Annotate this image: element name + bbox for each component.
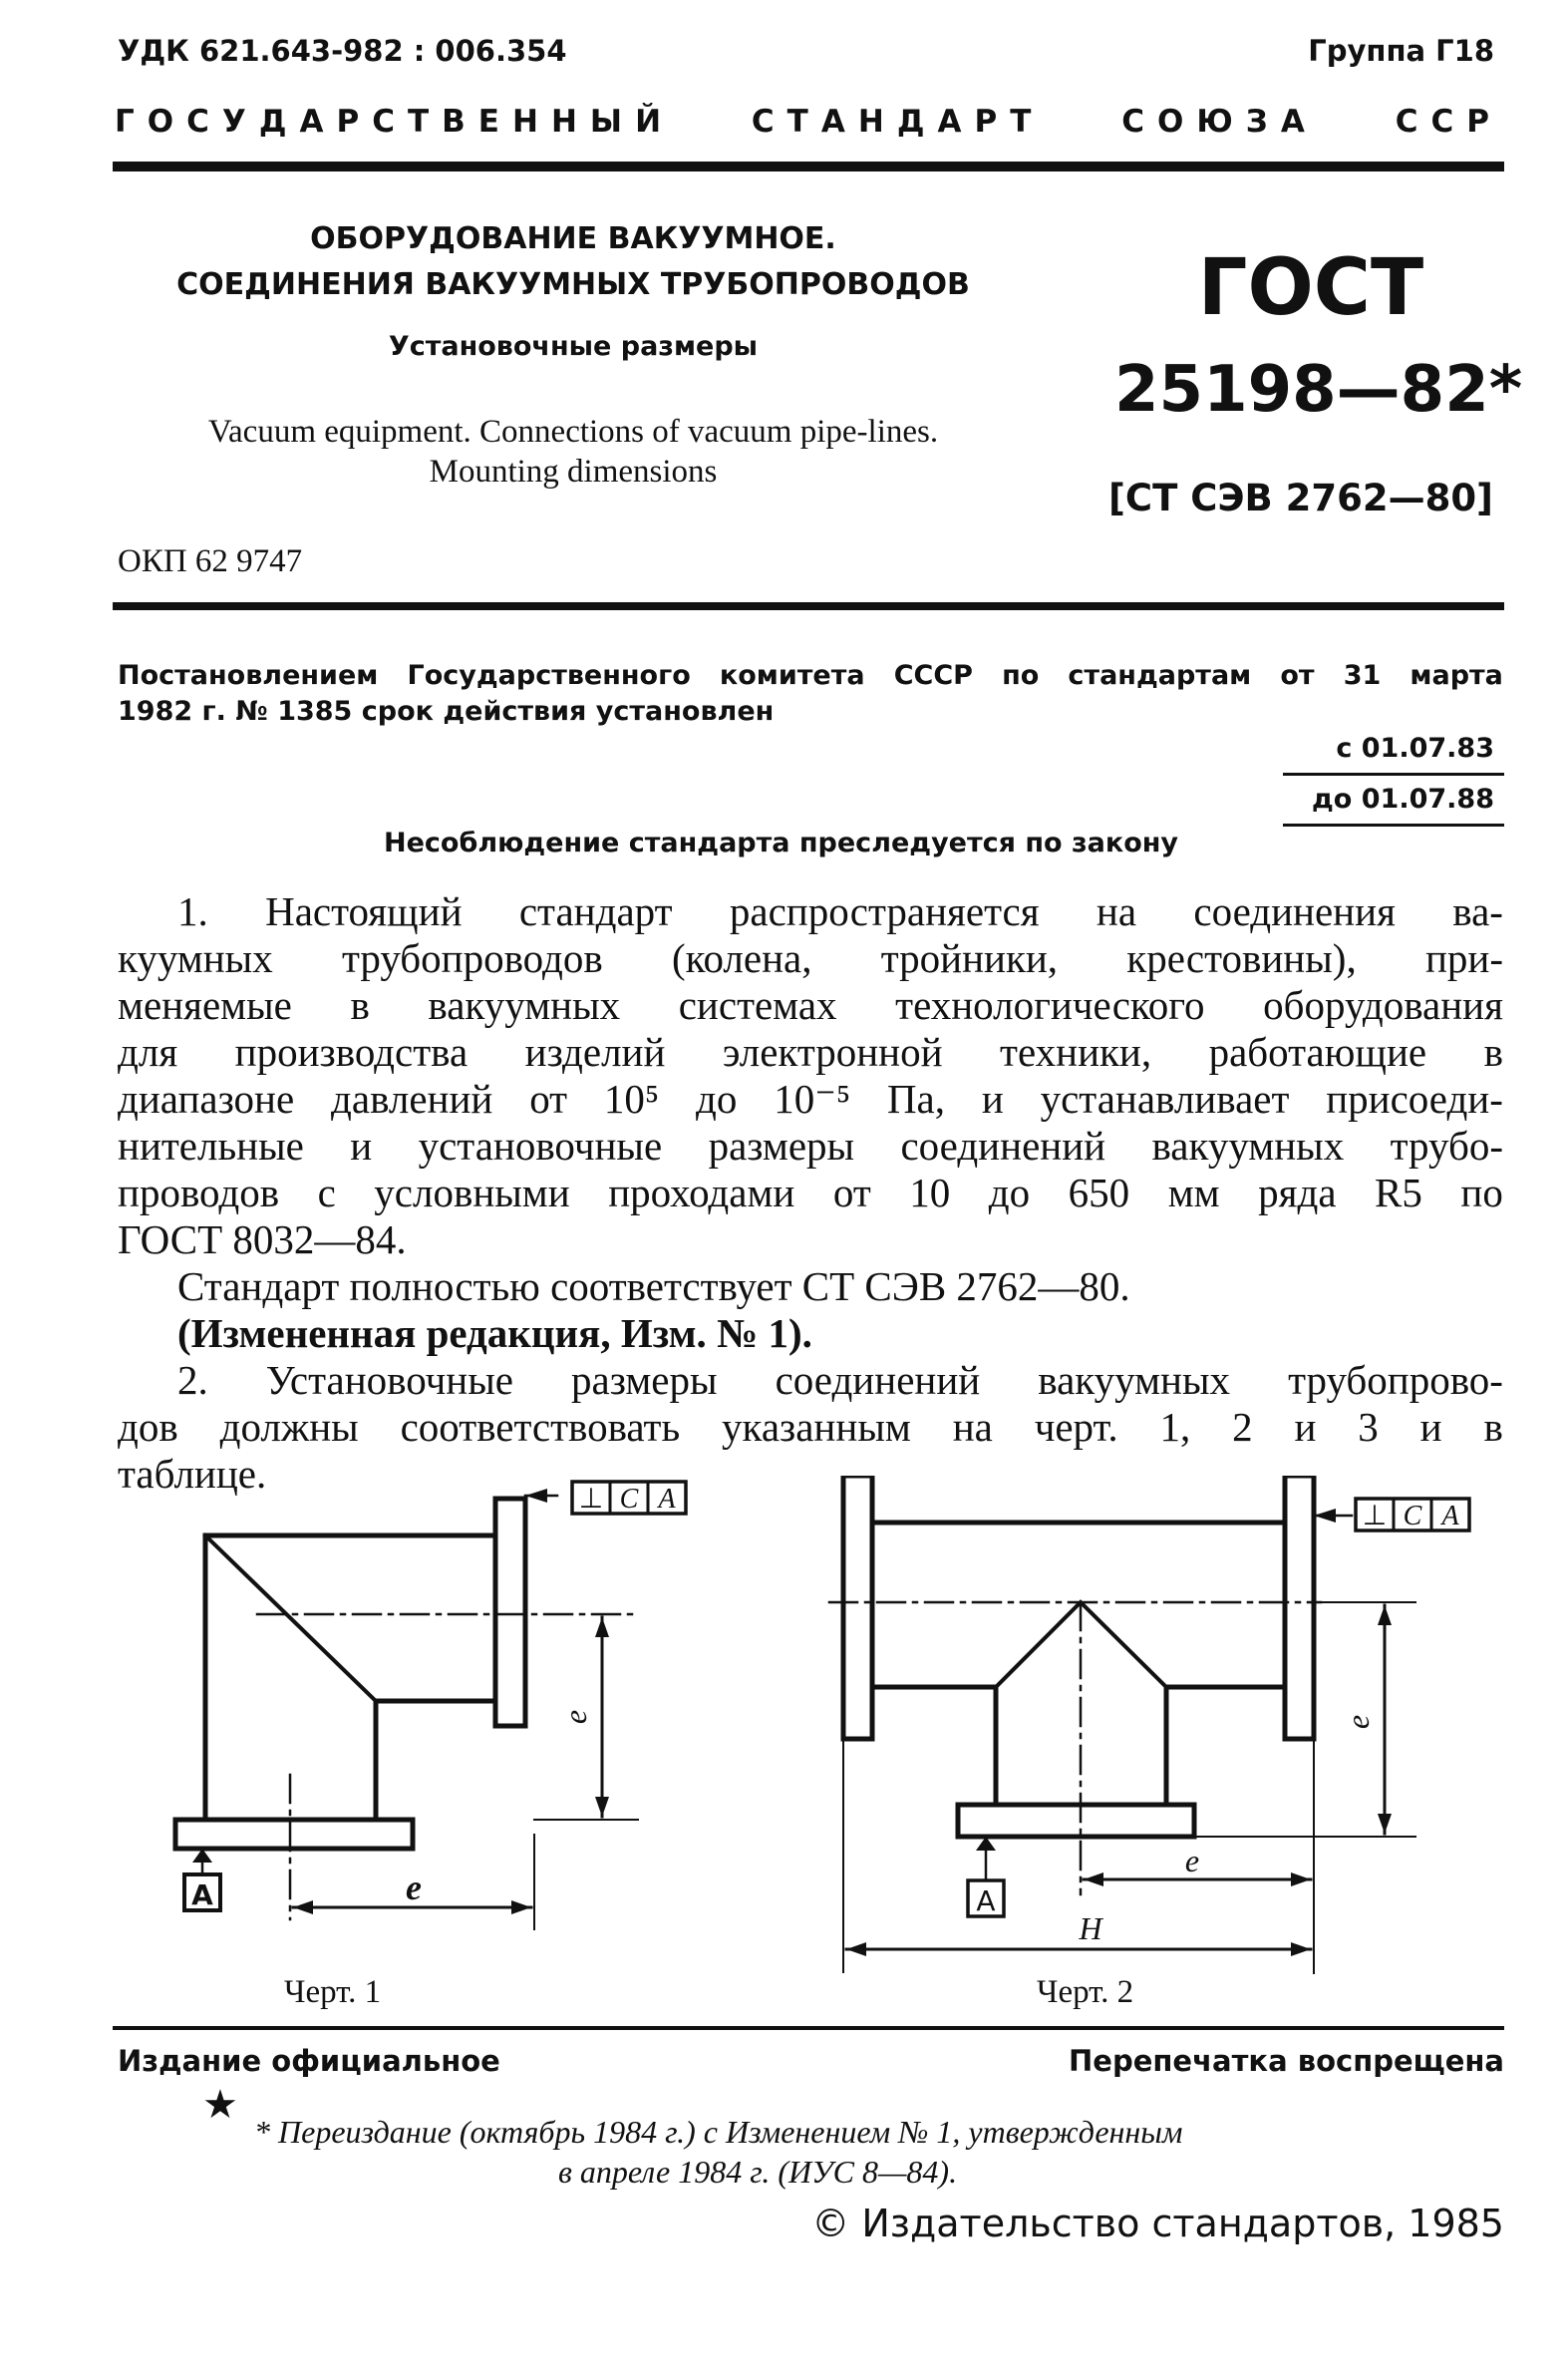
decree-word: от [1280, 660, 1315, 691]
english-title-line-1: Vacuum equipment. Connections of vacuum pipe-lines. [207, 414, 939, 450]
fig1-arrowhead [595, 1617, 609, 1637]
fig2-arrowhead [1378, 1814, 1392, 1834]
word: технологического [895, 982, 1205, 1028]
fig1-dim-vertical-label: e [557, 1709, 593, 1725]
group-code: Группа Г18 [1308, 34, 1494, 68]
body-line [118, 981, 1503, 1029]
fig1-arrowhead [511, 1900, 531, 1914]
body-line [118, 1403, 1503, 1451]
word: для [118, 1029, 178, 1075]
decree-word: Государственного [407, 660, 691, 691]
word: проводов [118, 1170, 280, 1215]
fig2-left-flange [843, 1476, 872, 1739]
decree-word: марта [1410, 660, 1503, 691]
fig2-dim-vertical-label: e [1340, 1714, 1376, 1730]
title-line-2: СОЕДИНЕНИЯ ВАКУУМНЫХ ТРУБОПРОВОДОВ [176, 267, 970, 302]
copyright: © Издательство стандартов, 1985 [811, 2202, 1504, 2245]
fig2-arrowhead [846, 1942, 866, 1956]
word: и [981, 1076, 1004, 1122]
fig2-left-inner-wall [872, 1687, 996, 1805]
word: ряда [1258, 1170, 1337, 1215]
word: нительные [118, 1123, 304, 1169]
word: условными [374, 1170, 570, 1215]
word: 1. [177, 888, 208, 934]
word: трубо- [1390, 1123, 1503, 1169]
banner-word: СТАНДАРТ [751, 104, 1045, 140]
word: 2 [1232, 1404, 1253, 1450]
word: стандарт [518, 888, 673, 934]
word: от [529, 1076, 568, 1122]
word: должны [219, 1404, 359, 1450]
fig2-perpendicularity-symbol: ⊥ [1362, 1501, 1388, 1531]
word: соединения [1193, 888, 1396, 934]
word: устанавливает [1040, 1076, 1290, 1122]
fig2-arrowhead [1291, 1942, 1311, 1956]
word: техники, [1000, 1029, 1152, 1075]
fig1-tolerance-datum: A [658, 1484, 676, 1515]
fig2-datum-label: A [976, 1884, 996, 1917]
word: в [1483, 1404, 1503, 1450]
word: меняемые [118, 982, 292, 1028]
word: и [350, 1123, 373, 1169]
footnote-line-1: * Переиздание (октябрь 1984 г.) с Изменением № 1, утвержденным [254, 2114, 1183, 2150]
footnote-line-2: в апреле 1984 г. (ИУС 8—84). [558, 2154, 958, 2190]
word: ва- [1452, 888, 1503, 934]
fig2-arrowhead [1084, 1872, 1103, 1886]
fig1-datum-label: A [191, 1878, 213, 1911]
word: изделий [524, 1029, 666, 1075]
word: черт. [1034, 1404, 1118, 1450]
word: электронной [722, 1029, 943, 1075]
word: вакуумных [1151, 1123, 1345, 1169]
word: по [1460, 1170, 1503, 1215]
fig1-arrowhead [293, 1900, 313, 1914]
body-line [118, 1028, 1503, 1076]
word: трубопроводов [341, 935, 603, 981]
gost-label: ГОСТ [1197, 243, 1424, 333]
decree-word: стандартам [1068, 660, 1252, 691]
udk-code: УДК 621.643-982 : 006.354 [118, 34, 567, 68]
fig1-tolerance-value: C [619, 1484, 639, 1515]
fig2-right-inner-wall [1166, 1687, 1285, 1805]
word: при- [1424, 935, 1503, 981]
fig1-perpendicularity-symbol: ⊥ [578, 1484, 604, 1515]
body-line [118, 1169, 1503, 1216]
fig1-bottom-flange [175, 1820, 413, 1849]
word: размеры [571, 1357, 718, 1403]
body-line: ГОСТ 8032—84. [118, 1216, 407, 1262]
word: на [1096, 888, 1137, 934]
header-rule [113, 162, 1504, 171]
figure-1-elbow [175, 1482, 686, 1929]
body-line: таблице. [118, 1451, 267, 1497]
word: 3 [1358, 1404, 1379, 1450]
word: размеры [708, 1123, 855, 1169]
footer-rule [113, 2026, 1504, 2030]
word: присоеди- [1326, 1076, 1503, 1122]
word: в [1483, 1029, 1503, 1075]
fig1-arrowhead [525, 1489, 547, 1503]
word: соединений [775, 1357, 981, 1403]
figure-2-caption: Черт. 2 [1037, 1974, 1134, 2010]
word: и [1294, 1404, 1317, 1450]
word: дов [118, 1404, 178, 1450]
fig2-right-flange [1285, 1476, 1314, 1739]
fig1-top-flange [495, 1499, 525, 1726]
word: вакуумных [1038, 1357, 1231, 1403]
word: давлений [331, 1076, 493, 1122]
word: производства [234, 1029, 469, 1075]
word: вакуумных [428, 982, 621, 1028]
decree-line-1 [118, 660, 1503, 691]
revision-note: (Измененная редакция, Изм. № 1). [177, 1310, 812, 1356]
word: диапазоне [118, 1076, 295, 1122]
word: крестовины), [1126, 935, 1357, 981]
figure-1-caption: Черт. 1 [284, 1974, 382, 2010]
word: проходами [608, 1170, 795, 1215]
body-line [177, 1356, 1503, 1404]
valid-to-underline [1283, 824, 1504, 827]
valid-from-underline [1283, 773, 1504, 776]
word: (колена, [671, 935, 812, 981]
fig2-arrowhead [1314, 1509, 1336, 1523]
banner-word: ССР [1395, 104, 1502, 140]
valid-to: до 01.07.88 [1312, 784, 1494, 815]
fig2-arrowhead [1378, 1605, 1392, 1625]
title-line-1: ОБОРУДОВАНИЕ ВАКУУМНОЕ. [310, 221, 836, 256]
word: и [1419, 1404, 1442, 1450]
word: соединений [900, 1123, 1106, 1169]
word: до [696, 1076, 738, 1122]
no-reprint-notice: Перепечатка воспрещена [1069, 2044, 1504, 2078]
word: установочные [418, 1123, 663, 1169]
word: R5 [1375, 1170, 1422, 1215]
decree-word: СССР [893, 660, 973, 691]
word: трубопрово- [1288, 1357, 1503, 1403]
fig2-tolerance-datum: A [1441, 1501, 1459, 1531]
word: от [832, 1170, 871, 1215]
word: указанным [722, 1404, 911, 1450]
fig2-bottom-flange [958, 1805, 1194, 1837]
word: 650 [1068, 1170, 1130, 1215]
decree-line-2: 1982 г. № 1385 срок действия установлен [118, 696, 775, 727]
word: с [317, 1170, 336, 1215]
drawings [0, 1476, 1568, 1974]
sev-reference: [СТ СЭВ 2762—80] [1108, 477, 1493, 519]
word: Настоящий [265, 888, 463, 934]
word: работающие [1208, 1029, 1427, 1075]
word: Установочные [265, 1357, 513, 1403]
fig1-miter-line [205, 1535, 376, 1701]
word: куумных [118, 935, 273, 981]
body-line [118, 1122, 1503, 1170]
fig1-dim-horizontal-label: e [406, 1868, 422, 1907]
word: Па, [886, 1076, 945, 1122]
word: 1, [1159, 1404, 1191, 1450]
word: 10⁻⁵ [774, 1076, 851, 1122]
fig1-inner-wall [376, 1701, 495, 1820]
compliance-statement: Стандарт полностью соответствует СТ СЭВ 2762—80. [177, 1263, 1130, 1309]
word: мм [1167, 1170, 1220, 1215]
title-rule [113, 602, 1504, 610]
gost-number: 25198—82* [1114, 353, 1523, 427]
fig1-arrowhead [595, 1797, 609, 1817]
word: соответствовать [400, 1404, 681, 1450]
decree-word: по [1002, 660, 1040, 691]
valid-from: с 01.07.83 [1336, 733, 1494, 764]
state-standard-banner [115, 104, 1502, 140]
english-title-line-2: Mounting dimensions [429, 454, 718, 490]
decree-word: 31 [1343, 660, 1382, 691]
star-icon: ★ [202, 2082, 238, 2128]
word: распространяется [729, 888, 1040, 934]
word: в [350, 982, 370, 1028]
fig2-dim-horizontal-label: e [1184, 1843, 1200, 1878]
fig2-dim-overall-label: H [1079, 1910, 1102, 1946]
word: оборудования [1263, 982, 1503, 1028]
word: тройники, [880, 935, 1059, 981]
word: 10⁵ [603, 1076, 660, 1122]
official-edition: Издание официальное [118, 2044, 500, 2078]
body-line [118, 1075, 1503, 1123]
fig2-tolerance-value: C [1403, 1501, 1422, 1531]
word: до [988, 1170, 1031, 1215]
body-line [118, 934, 1503, 982]
subtitle: Установочные размеры [388, 331, 759, 362]
word: 2. [177, 1357, 208, 1403]
word: системах [678, 982, 837, 1028]
word: 10 [909, 1170, 951, 1215]
decree-word: комитета [719, 660, 865, 691]
decree-word: Постановлением [118, 660, 379, 691]
word: на [952, 1404, 993, 1450]
banner-word: ГОСУДАРСТВЕННЫЙ [115, 104, 675, 140]
okp-code: ОКП 62 9747 [118, 543, 303, 579]
law-notice: Несоблюдение стандарта преследуется по закону [384, 828, 1179, 858]
banner-word: СОЮЗА [1121, 104, 1318, 140]
body-line [177, 887, 1503, 935]
fig2-arrowhead [1291, 1872, 1311, 1886]
